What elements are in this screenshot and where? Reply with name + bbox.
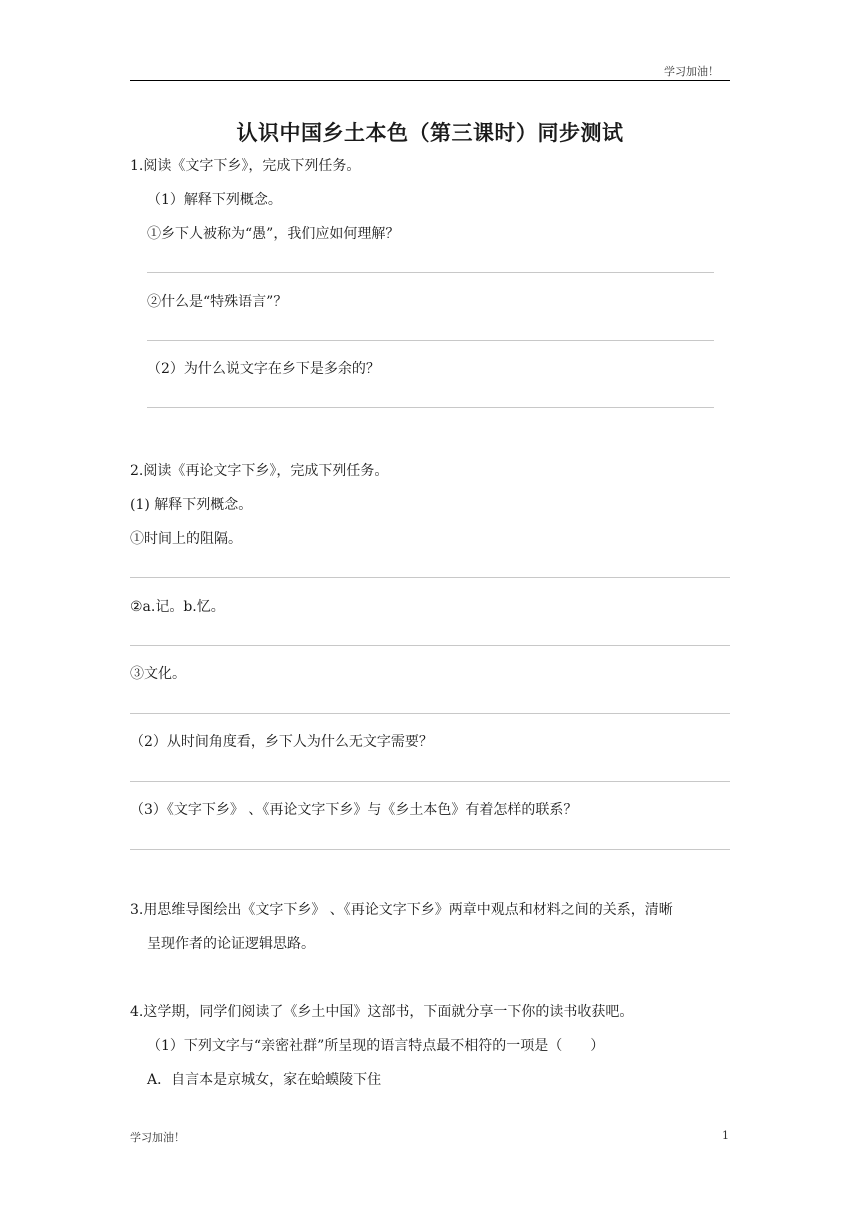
page-title: 认识中国乡土本色（第三课时）同步测试 [236, 121, 624, 145]
answer-line[interactable] [130, 849, 730, 850]
q1-sub1: （1）解释下列概念。 [147, 192, 282, 208]
answer-line[interactable] [147, 272, 714, 273]
footer-text: 学习加油！ [130, 1131, 185, 1144]
header-text: 学习加油！ [664, 65, 719, 78]
q1-item1: ①乡下人被称为“愚”，我们应如何理解？ [147, 226, 400, 242]
q2-item2: ②a.记。b.忆。 [130, 599, 225, 615]
q3-line2: 呈现作者的论证逻辑思路。 [147, 936, 315, 952]
answer-line[interactable] [130, 713, 730, 714]
q4-option-a: A．自言本是京城女，家在蛤蟆陵下住 [147, 1072, 382, 1088]
q4-stem: 4.这学期，同学们阅读了《乡土中国》这部书，下面就分享一下你的读书收获吧。 [130, 1004, 634, 1020]
answer-line[interactable] [147, 407, 714, 408]
q2-item3: ③文化。 [130, 666, 186, 682]
q2-sub3: （3）《文字下乡》 、《再论文字下乡》与《乡土本色》有着怎样的联系？ [130, 802, 578, 818]
answer-line[interactable] [130, 577, 730, 578]
q1-item2: ②什么是“特殊语言”？ [147, 294, 288, 310]
q2-sub1: (1) 解释下列概念。 [130, 497, 253, 513]
header-rule [130, 80, 730, 81]
q2-stem: 2.阅读《再论文字下乡》，完成下列任务。 [130, 463, 389, 479]
answer-line[interactable] [130, 781, 730, 782]
q1-sub2: （2）为什么说文字在乡下是多余的？ [147, 361, 380, 377]
q2-sub2: （2）从时间角度看，乡下人为什么无文字需要？ [130, 734, 433, 750]
q1-stem: 1.阅读《文字下乡》，完成下列任务。 [130, 158, 361, 174]
q3-line1: 3.用思维导图绘出《文字下乡》 、《再论文字下乡》两章中观点和材料之间的关系，清晰 [130, 902, 673, 918]
answer-line[interactable] [147, 340, 714, 341]
q4-sub1: （1）下列文字与“亲密社群”所呈现的语言特点最不相符的一项是（ ） [147, 1038, 605, 1054]
q2-item1: ①时间上的阻隔。 [130, 531, 242, 547]
answer-line[interactable] [130, 645, 730, 646]
page-number: 1 [722, 1129, 729, 1142]
